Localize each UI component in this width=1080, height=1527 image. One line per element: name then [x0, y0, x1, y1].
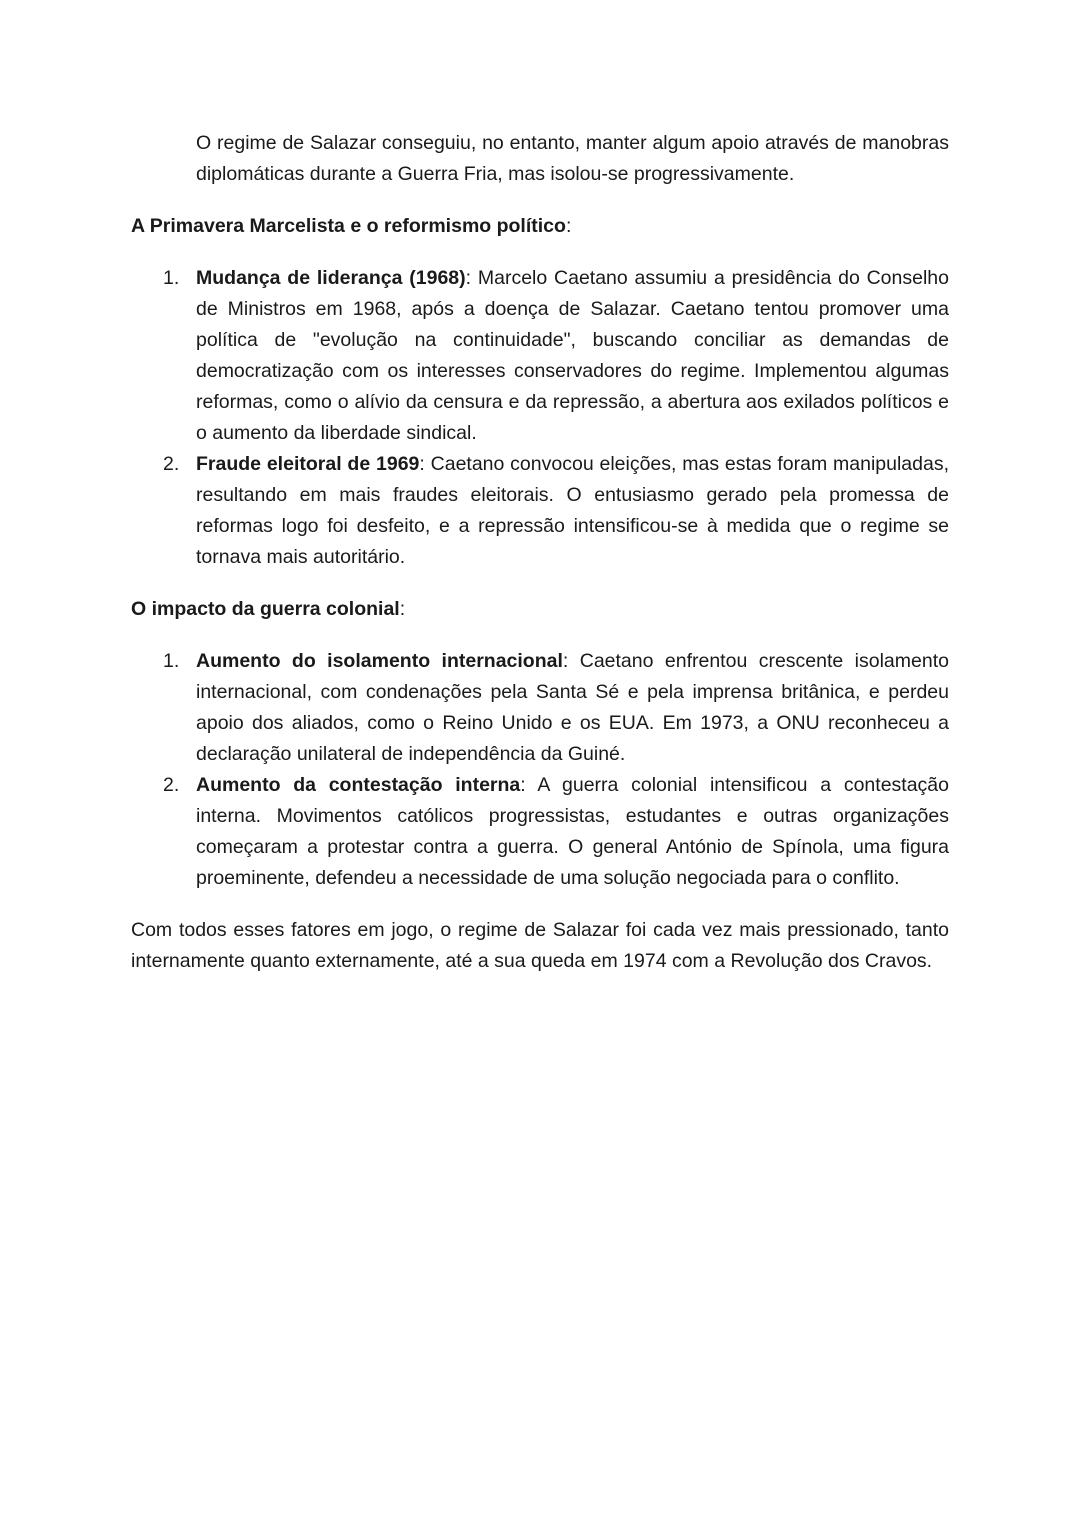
- list-item-term: Mudança de liderança (1968): [196, 267, 466, 289]
- list-item-number: 2.: [163, 453, 180, 475]
- list-item-separator: :: [465, 267, 478, 289]
- list-item-term: Fraude eleitoral de 1969: [196, 453, 420, 475]
- intro-paragraph: O regime de Salazar conseguiu, no entanto, manter algum apoio através de manobras diplomáticas durante a Guerra Fria, mas isolou-se progressivamente.: [196, 132, 949, 185]
- section-heading-text: O impacto da guerra colonial: [131, 598, 400, 620]
- section-heading-guerra-colonial: [131, 594, 949, 625]
- section-list-guerra-colonial: [131, 646, 949, 894]
- list-item-term: Aumento da contestação interna: [196, 774, 521, 796]
- list-item-number: 1.: [163, 650, 180, 672]
- list-item-number: 2.: [163, 774, 180, 796]
- list-item-text: Caetano convocou eleições, mas estas foram manipuladas, resultando em mais fraudes eleitorais. O entusiasmo gerado pela promessa de reformas logo foi desfeito, e a repressão intensificou-se à medida que o regime se tornava mais autoritário.: [196, 453, 950, 568]
- section-heading-colon: :: [565, 215, 572, 237]
- list-item-separator: :: [562, 650, 580, 672]
- document-body: [131, 128, 949, 977]
- list-item-separator: :: [520, 774, 538, 796]
- list-item-number: 1.: [163, 267, 180, 289]
- section-heading-colon: :: [399, 598, 406, 620]
- list-item-separator: :: [419, 453, 431, 475]
- list-item-term: Aumento do isolamento internacional: [196, 650, 563, 672]
- section-heading-primavera-marcelista: [131, 211, 949, 242]
- section-heading-text: A Primavera Marcelista e o reformismo político: [131, 215, 566, 237]
- list-item: [131, 263, 949, 449]
- section-list-primavera-marcelista: [131, 263, 949, 573]
- list-item-text: Caetano enfrentou crescente isolamento internacional, com condenações pela Santa Sé e pela imprensa britânica, e perdeu apoio dos aliados, como o Reino Unido e os EUA. Em 1973, a ONU reconheceu a declaração unilateral de independência da Guiné.: [196, 650, 949, 765]
- list-item: [131, 449, 949, 573]
- closing-paragraph: Com todos esses fatores em jogo, o regime de Salazar foi cada vez mais pressionado, tanto internamente quanto externamente, até a sua queda em 1974 com a Revolução dos Cravos.: [131, 919, 949, 972]
- list-item-text: Marcelo Caetano assumiu a presidência do Conselho de Ministros em 1968, após a doença de Salazar. Caetano tentou promover uma política de "evolução na continuidade", buscando conciliar as demandas de democratização com os interesses conservadores do regime. Implementou algumas reformas, como o alívio da censura e da repressão, a abertura aos exilados políticos e o aumento da liberdade sindical.: [196, 267, 949, 444]
- list-item: [131, 646, 949, 770]
- list-item: [131, 770, 949, 894]
- list-item-text: A guerra colonial intensificou a contestação interna. Movimentos católicos progressistas, estudantes e outras organizações começaram a protestar contra a guerra. O general António de Spínola, uma figura proeminente, defendeu a necessidade de uma solução negociada para o conflito.: [196, 774, 949, 889]
